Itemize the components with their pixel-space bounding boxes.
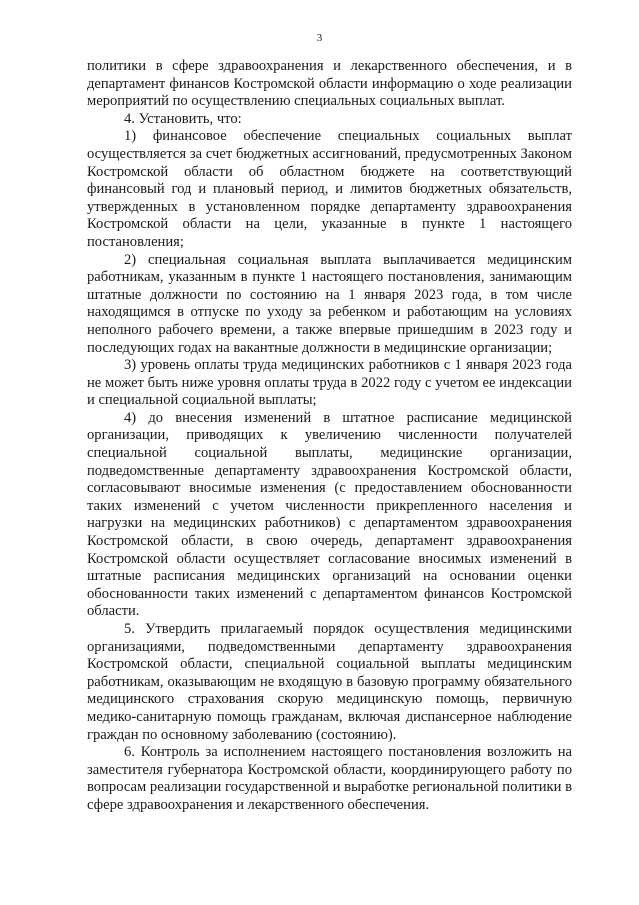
paragraph-item-6: 6. Контроль за исполнением настоящего постановления возложить на заместителя губернатора Костромской области, координирующего работу по вопросам реализации государственной и выработке региональной политики в сфере здравоохранения и лекарственного обеспечения. bbox=[87, 744, 572, 813]
paragraph-subitem-2: 2) специальная социальная выплата выплачивается медицинским работникам, указанным в пункте 1 настоящего постановления, занимающим штатные должности по состоянию на 1 января 2023 года, в том числе находящимся в отпуске по уходу за ребенком и работающим на условиях неполного рабочего времени, а также впервые пришедшим в 2023 году и последующих годах на вакантные должности в медицинские организации; bbox=[87, 251, 572, 356]
paragraph-subitem-1: 1) финансовое обеспечение специальных социальных выплат осуществляется за счет бюджетных ассигнований, предусмотренных Законом Костромской области об областном бюджете на соответствующий финансовый год и плановый период, и лимитов бюджетных обязательств, утвержденных в установленном порядке департаменту здравоохранения Костромской области на цели, указанные в пункте 1 настоящего постановления; bbox=[87, 128, 572, 250]
paragraph-item-5: 5. Утвердить прилагаемый порядок осуществления медицинскими организациями, подведомственными департаменту здравоохранения Костромской области, специальной социальной выплаты медицинским работникам, оказывающим не входящую в базовую программу обязательного медицинского страхования скорую медицинскую помощь, первичную медико-санитарную помощь гражданам, включая диспансерное наблюдение граждан по основному заболеванию (состоянию). bbox=[87, 621, 572, 743]
paragraph-item-4: 4. Установить, что: bbox=[124, 110, 242, 127]
paragraph-subitem-4: 4) до внесения изменений в штатное расписание медицинской организации, приводящих к увеличению численности получателей специальной социальной выплаты, медицинские организации, подведомственные департаменту здравоохранения Костромской области, согласовывают вносимые изменения (с предоставлением обоснованности таких изменений с учетом численности прикрепленного населения и нагрузки на медицинских работников) с департаментом здравоохранения Костромской области, в свою очередь, департамент здравоохранения Костромской области осуществляет согласование вносимых изменений в штатные расписания медицинских организаций на основании оценки обоснованности таких изменений с департаментом финансов Костромской области. bbox=[87, 409, 572, 620]
document-body bbox=[87, 58, 572, 815]
page-number: 3 bbox=[316, 32, 323, 44]
paragraph-continuation: политики в сфере здравоохранения и лекарственного обеспечения, и в департамент финансов Костромской области информацию о ходе реализации мероприятий по осуществлению специальных социальных выплат. bbox=[87, 58, 572, 110]
paragraph-subitem-3: 3) уровень оплаты труда медицинских работников с 1 января 2023 года не может быть ниже уровня оплаты труда в 2022 году с учетом ее индексации и специальной социальной выплаты; bbox=[87, 357, 572, 409]
